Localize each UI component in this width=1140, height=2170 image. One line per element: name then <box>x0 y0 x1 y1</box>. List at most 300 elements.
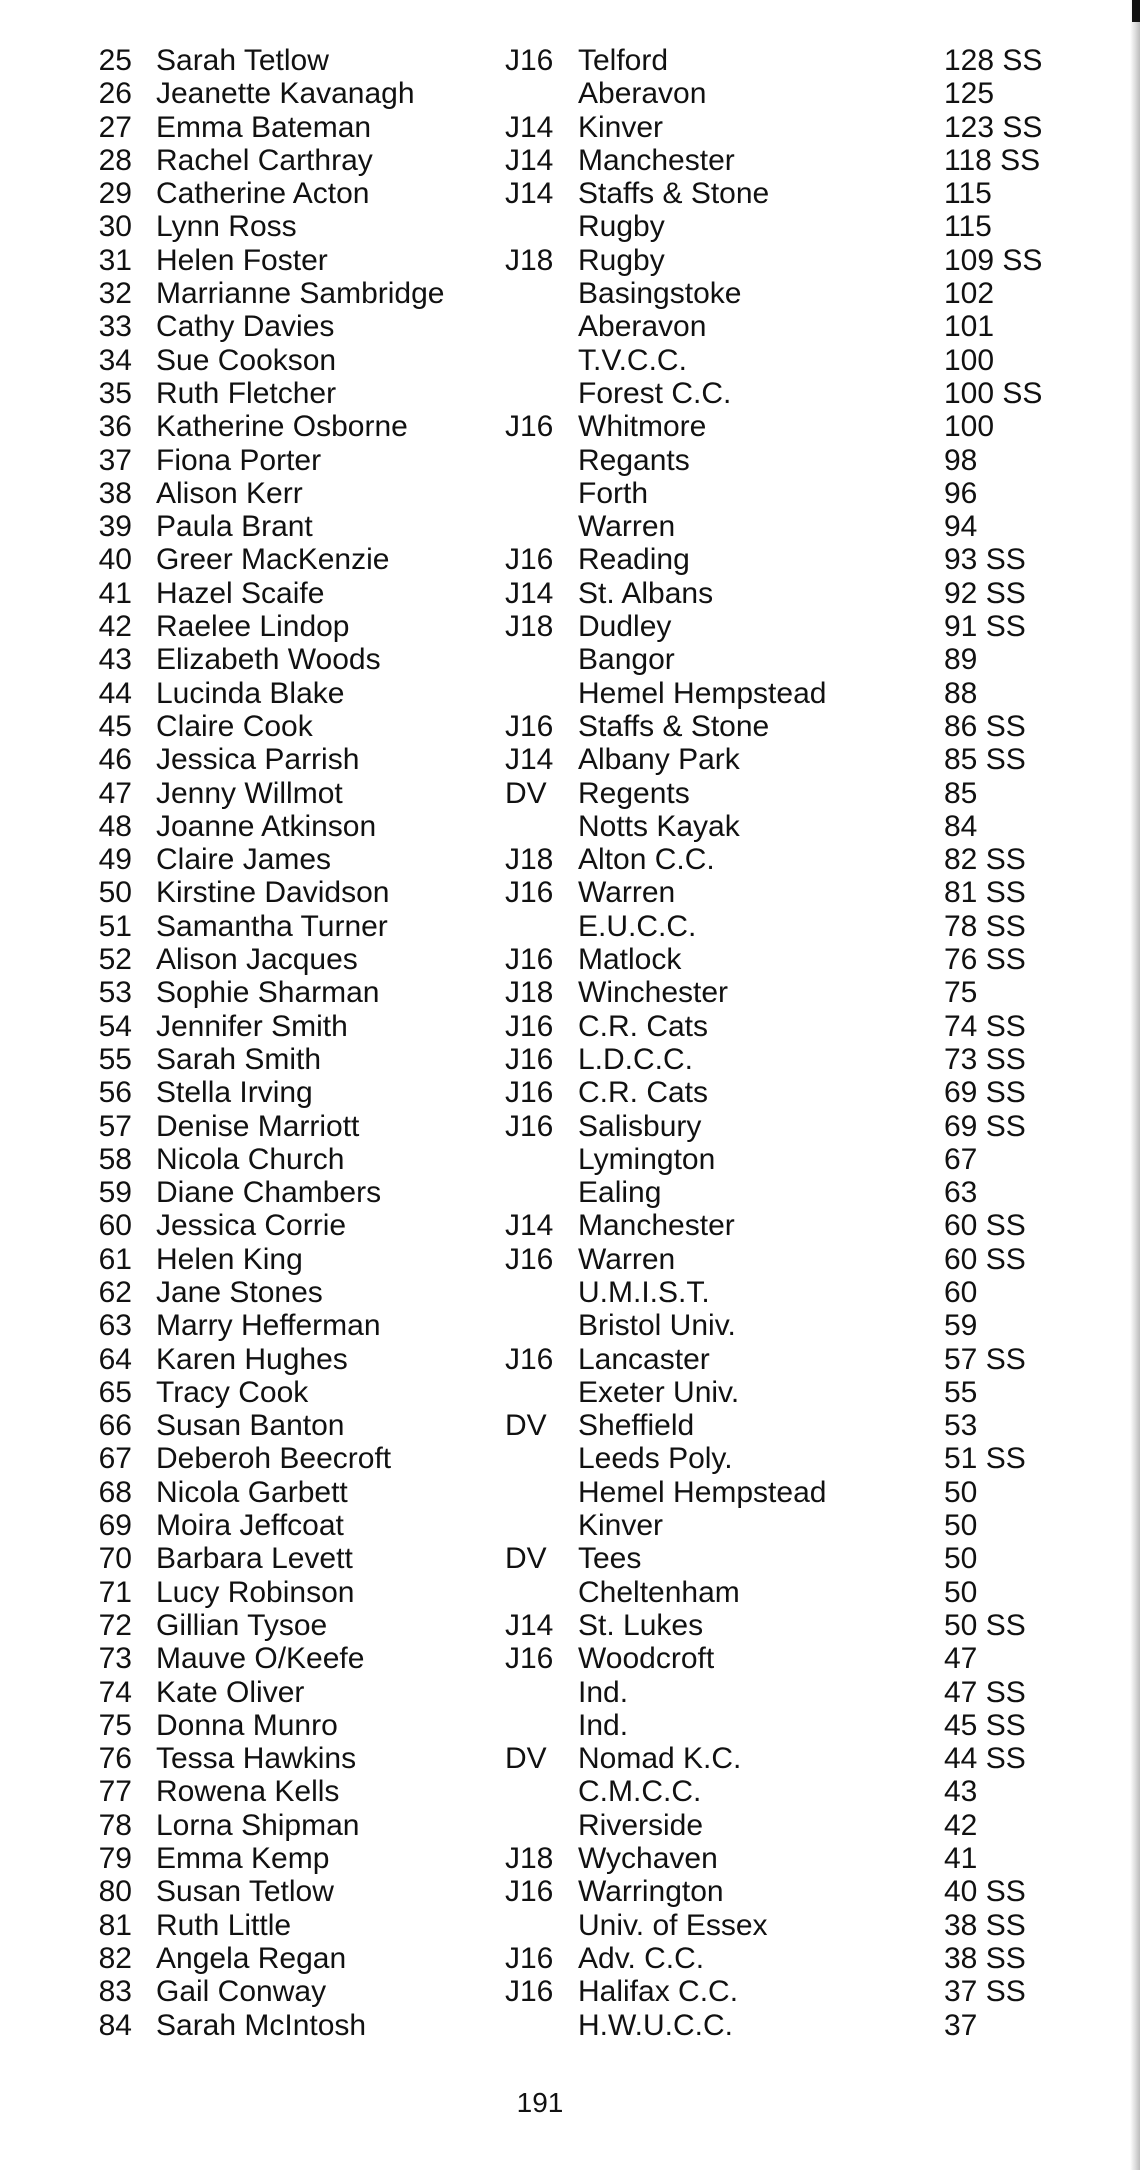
position-cell: 34 <box>98 343 132 377</box>
club-cell: Lymington <box>578 1142 716 1176</box>
result-row <box>0 1676 1120 1709</box>
competitor-name-cell: Sarah Tetlow <box>156 44 329 77</box>
points-cell: 69 SS <box>944 1076 1026 1110</box>
competitor-name-cell: Catherine Acton <box>156 177 370 211</box>
position-cell: 67 <box>98 1442 132 1476</box>
club-cell: Aberavon <box>578 77 707 111</box>
points-cell: 44 SS <box>944 1742 1026 1776</box>
result-row <box>0 310 1120 343</box>
competitor-name-cell: Donna Munro <box>156 1708 338 1742</box>
category-cell: J18 <box>505 843 554 877</box>
competitor-name-cell: Helen King <box>156 1242 303 1276</box>
category-cell: J14 <box>505 110 554 144</box>
position-cell: 60 <box>98 1209 132 1243</box>
result-row <box>0 1209 1120 1242</box>
club-cell: Dudley <box>578 610 672 644</box>
position-cell: 30 <box>98 210 132 244</box>
club-cell: Regants <box>578 443 690 477</box>
competitor-name-cell: Tessa Hawkins <box>156 1742 357 1776</box>
points-cell: 76 SS <box>944 943 1026 977</box>
competitor-name-cell: Paula Brant <box>156 510 313 544</box>
competitor-name-cell: Susan Tetlow <box>156 1875 334 1909</box>
result-row <box>0 1642 1120 1675</box>
club-cell: Sheffield <box>578 1409 695 1443</box>
result-row <box>0 1576 1120 1609</box>
category-cell: DV <box>505 1542 547 1576</box>
club-cell: Regents <box>578 776 690 810</box>
points-cell: 102 <box>944 277 995 311</box>
points-cell: 67 <box>944 1142 978 1176</box>
points-cell: 85 <box>944 776 978 810</box>
result-row <box>0 1343 1120 1376</box>
club-cell: Telford <box>578 44 669 77</box>
points-cell: 38 SS <box>944 1908 1026 1942</box>
competitor-name-cell: Samantha Turner <box>156 909 388 943</box>
result-row <box>0 1942 1120 1975</box>
competitor-name-cell: Lucy Robinson <box>156 1575 355 1609</box>
position-cell: 75 <box>98 1708 132 1742</box>
club-cell: Bristol Univ. <box>578 1309 736 1343</box>
points-cell: 82 SS <box>944 843 1026 877</box>
position-cell: 82 <box>98 1941 132 1975</box>
result-row <box>0 1076 1120 1109</box>
competitor-name-cell: Greer MacKenzie <box>156 543 390 577</box>
club-cell: Notts Kayak <box>578 809 740 843</box>
competitor-name-cell: Diane Chambers <box>156 1176 382 1210</box>
club-cell: Rugby <box>578 210 665 244</box>
competitor-name-cell: Denise Marriott <box>156 1109 360 1143</box>
club-cell: Forest C.C. <box>578 376 732 410</box>
result-row <box>0 1176 1120 1209</box>
position-cell: 43 <box>98 643 132 677</box>
club-cell: Rugby <box>578 243 665 277</box>
category-cell: J14 <box>505 743 554 777</box>
result-row <box>0 810 1120 843</box>
competitor-name-cell: Barbara Levett <box>156 1542 353 1576</box>
result-row <box>0 77 1120 110</box>
points-cell: 86 SS <box>944 709 1026 743</box>
category-cell: J16 <box>505 1076 554 1110</box>
position-cell: 26 <box>98 77 132 111</box>
result-row <box>0 843 1120 876</box>
result-row <box>0 910 1120 943</box>
results-list <box>0 44 1120 2042</box>
competitor-name-cell: Ruth Fletcher <box>156 376 337 410</box>
points-cell: 115 <box>944 210 992 244</box>
position-cell: 32 <box>98 277 132 311</box>
category-cell: J14 <box>505 1209 554 1243</box>
points-cell: 38 SS <box>944 1941 1026 1975</box>
competitor-name-cell: Claire Cook <box>156 709 313 743</box>
position-cell: 74 <box>98 1675 132 1709</box>
position-cell: 37 <box>98 443 132 477</box>
result-row <box>0 1143 1120 1176</box>
points-cell: 42 <box>944 1808 978 1842</box>
points-cell: 92 SS <box>944 576 1026 610</box>
position-cell: 58 <box>98 1142 132 1176</box>
position-cell: 28 <box>98 143 132 177</box>
points-cell: 51 SS <box>944 1442 1026 1476</box>
competitor-name-cell: Gail Conway <box>156 1975 327 2009</box>
competitor-name-cell: Gillian Tysoe <box>156 1608 328 1642</box>
position-cell: 76 <box>98 1742 132 1776</box>
position-cell: 66 <box>98 1409 132 1443</box>
position-cell: 29 <box>98 177 132 211</box>
competitor-name-cell: Kate Oliver <box>156 1675 305 1709</box>
category-cell: J16 <box>505 1642 554 1676</box>
points-cell: 50 <box>944 1542 978 1576</box>
category-cell: J16 <box>505 1109 554 1143</box>
result-row <box>0 1609 1120 1642</box>
category-cell: J18 <box>505 243 554 277</box>
category-cell: DV <box>505 1409 547 1443</box>
competitor-name-cell: Jeanette Kavanagh <box>156 77 415 111</box>
club-cell: C.R. Cats <box>578 1076 709 1110</box>
competitor-name-cell: Mauve O/Keefe <box>156 1642 365 1676</box>
result-row <box>0 1010 1120 1043</box>
points-cell: 91 SS <box>944 610 1026 644</box>
competitor-name-cell: Raelee Lindop <box>156 610 350 644</box>
points-cell: 57 SS <box>944 1342 1026 1376</box>
club-cell: Univ. of Essex <box>578 1908 768 1942</box>
club-cell: Ind. <box>578 1708 629 1742</box>
result-row <box>0 1709 1120 1742</box>
result-row <box>0 710 1120 743</box>
competitor-name-cell: Jenny Willmot <box>156 776 343 810</box>
competitor-name-cell: Hazel Scaife <box>156 576 325 610</box>
result-row <box>0 377 1120 410</box>
category-cell: J16 <box>505 1941 554 1975</box>
competitor-name-cell: Jennifer Smith <box>156 1009 348 1043</box>
competitor-name-cell: Fiona Porter <box>156 443 322 477</box>
competitor-name-cell: Emma Bateman <box>156 110 372 144</box>
club-cell: Lancaster <box>578 1342 710 1376</box>
points-cell: 43 <box>944 1775 978 1809</box>
category-cell: J14 <box>505 1608 554 1642</box>
result-row <box>0 610 1120 643</box>
club-cell: Reading <box>578 543 690 577</box>
points-cell: 60 <box>944 1275 978 1309</box>
club-cell: C.R. Cats <box>578 1009 709 1043</box>
position-cell: 47 <box>98 776 132 810</box>
club-cell: St. Albans <box>578 576 714 610</box>
points-cell: 100 SS <box>944 376 1043 410</box>
competitor-name-cell: Lucinda Blake <box>156 676 345 710</box>
points-cell: 100 <box>944 343 995 377</box>
club-cell: Matlock <box>578 943 682 977</box>
club-cell: Manchester <box>578 1209 735 1243</box>
points-cell: 40 SS <box>944 1875 1026 1909</box>
position-cell: 73 <box>98 1642 132 1676</box>
competitor-name-cell: Angela Regan <box>156 1941 347 1975</box>
result-row <box>0 1376 1120 1409</box>
points-cell: 53 <box>944 1409 978 1443</box>
club-cell: Leeds Poly. <box>578 1442 733 1476</box>
result-row <box>0 577 1120 610</box>
competitor-name-cell: Sue Cookson <box>156 343 337 377</box>
category-cell: J16 <box>505 876 554 910</box>
category-cell: J16 <box>505 1042 554 1076</box>
category-cell: J14 <box>505 576 554 610</box>
club-cell: Kinver <box>578 110 664 144</box>
points-cell: 37 SS <box>944 1975 1026 2009</box>
position-cell: 51 <box>98 909 132 943</box>
points-cell: 125 <box>944 77 995 111</box>
result-row <box>0 1043 1120 1076</box>
result-row <box>0 1110 1120 1143</box>
club-cell: Tees <box>578 1542 642 1576</box>
points-cell: 78 SS <box>944 909 1026 943</box>
result-row <box>0 1875 1120 1908</box>
competitor-name-cell: Stella Irving <box>156 1076 313 1110</box>
points-cell: 81 SS <box>944 876 1026 910</box>
club-cell: Forth <box>578 476 649 510</box>
position-cell: 68 <box>98 1475 132 1509</box>
points-cell: 118 SS <box>944 143 1041 177</box>
points-cell: 63 <box>944 1176 978 1210</box>
competitor-name-cell: Katherine Osborne <box>156 410 408 444</box>
result-row <box>0 410 1120 443</box>
position-cell: 57 <box>98 1109 132 1143</box>
competitor-name-cell: Alison Jacques <box>156 943 358 977</box>
result-row <box>0 344 1120 377</box>
result-row <box>0 277 1120 310</box>
result-row <box>0 477 1120 510</box>
position-cell: 62 <box>98 1275 132 1309</box>
points-cell: 128 SS <box>944 44 1043 77</box>
points-cell: 123 SS <box>944 110 1043 144</box>
competitor-name-cell: Marrianne Sambridge <box>156 277 445 311</box>
result-row <box>0 1909 1120 1942</box>
result-row <box>0 876 1120 909</box>
category-cell: J16 <box>505 1342 554 1376</box>
position-cell: 25 <box>98 44 132 77</box>
competitor-name-cell: Karen Hughes <box>156 1342 348 1376</box>
club-cell: Manchester <box>578 143 735 177</box>
competitor-name-cell: Claire James <box>156 843 332 877</box>
club-cell: Basingstoke <box>578 277 742 311</box>
points-cell: 100 <box>944 410 995 444</box>
competitor-name-cell: Jane Stones <box>156 1275 323 1309</box>
points-cell: 98 <box>944 443 978 477</box>
category-cell: J16 <box>505 410 554 444</box>
category-cell: J16 <box>505 1975 554 2009</box>
club-cell: U.M.I.S.T. <box>578 1275 710 1309</box>
competitor-name-cell: Cathy Davies <box>156 310 335 344</box>
points-cell: 73 SS <box>944 1042 1026 1076</box>
club-cell: Salisbury <box>578 1109 702 1143</box>
result-row <box>0 510 1120 543</box>
competitor-name-cell: Jessica Corrie <box>156 1209 347 1243</box>
points-cell: 94 <box>944 510 978 544</box>
position-cell: 69 <box>98 1509 132 1543</box>
club-cell: Exeter Univ. <box>578 1375 740 1409</box>
position-cell: 83 <box>98 1975 132 2009</box>
category-cell: J14 <box>505 177 554 211</box>
club-cell: Halifax C.C. <box>578 1975 739 2009</box>
result-row <box>0 1842 1120 1875</box>
result-row <box>0 2009 1120 2042</box>
points-cell: 50 SS <box>944 1608 1026 1642</box>
points-cell: 109 SS <box>944 243 1043 277</box>
points-cell: 74 SS <box>944 1009 1026 1043</box>
club-cell: Warren <box>578 1242 676 1276</box>
points-cell: 60 SS <box>944 1242 1026 1276</box>
club-cell: Albany Park <box>578 743 740 777</box>
position-cell: 27 <box>98 110 132 144</box>
position-cell: 49 <box>98 843 132 877</box>
club-cell: St. Lukes <box>578 1608 704 1642</box>
result-row <box>0 1509 1120 1542</box>
club-cell: E.U.C.C. <box>578 909 697 943</box>
result-row <box>0 1409 1120 1442</box>
club-cell: Staffs & Stone <box>578 709 770 743</box>
result-row <box>0 943 1120 976</box>
position-cell: 59 <box>98 1176 132 1210</box>
result-row <box>0 1276 1120 1309</box>
points-cell: 41 <box>944 1842 978 1876</box>
competitor-name-cell: Moira Jeffcoat <box>156 1509 344 1543</box>
result-row <box>0 777 1120 810</box>
page-number: 191 <box>516 2087 564 2118</box>
points-cell: 50 <box>944 1575 978 1609</box>
points-cell: 84 <box>944 809 978 843</box>
points-cell: 60 SS <box>944 1209 1026 1243</box>
result-row <box>0 543 1120 576</box>
result-row <box>0 1476 1120 1509</box>
result-row <box>0 1809 1120 1842</box>
club-cell: Wychaven <box>578 1842 718 1876</box>
points-cell: 37 <box>944 2008 978 2042</box>
position-cell: 50 <box>98 876 132 910</box>
club-cell: Riverside <box>578 1808 704 1842</box>
position-cell: 35 <box>98 376 132 410</box>
club-cell: L.D.C.C. <box>578 1042 694 1076</box>
result-row <box>0 643 1120 676</box>
position-cell: 77 <box>98 1775 132 1809</box>
club-cell: Bangor <box>578 643 675 677</box>
competitor-name-cell: Emma Kemp <box>156 1842 330 1876</box>
club-cell: T.V.C.C. <box>578 343 687 377</box>
competitor-name-cell: Alison Kerr <box>156 476 303 510</box>
position-cell: 39 <box>98 510 132 544</box>
competitor-name-cell: Kirstine Davidson <box>156 876 390 910</box>
position-cell: 46 <box>98 743 132 777</box>
result-row <box>0 44 1120 77</box>
position-cell: 56 <box>98 1076 132 1110</box>
position-cell: 38 <box>98 476 132 510</box>
points-cell: 55 <box>944 1375 978 1409</box>
category-cell: J16 <box>505 44 554 77</box>
club-cell: H.W.U.C.C. <box>578 2008 733 2042</box>
result-row <box>0 1442 1120 1475</box>
result-row <box>0 144 1120 177</box>
position-cell: 52 <box>98 943 132 977</box>
points-cell: 115 <box>944 177 992 211</box>
position-cell: 54 <box>98 1009 132 1043</box>
competitor-name-cell: Nicola Garbett <box>156 1475 348 1509</box>
position-cell: 44 <box>98 676 132 710</box>
club-cell: Alton C.C. <box>578 843 715 877</box>
category-cell: J16 <box>505 1009 554 1043</box>
club-cell: Hemel Hempstead <box>578 676 827 710</box>
category-cell: J18 <box>505 1842 554 1876</box>
result-row <box>0 111 1120 144</box>
points-cell: 75 <box>944 976 978 1010</box>
position-cell: 55 <box>98 1042 132 1076</box>
position-cell: 36 <box>98 410 132 444</box>
position-cell: 72 <box>98 1608 132 1642</box>
club-cell: Warrington <box>578 1875 724 1909</box>
competitor-name-cell: Jessica Parrish <box>156 743 360 777</box>
result-row <box>0 444 1120 477</box>
club-cell: Kinver <box>578 1509 664 1543</box>
points-cell: 89 <box>944 643 978 677</box>
category-cell: J16 <box>505 543 554 577</box>
points-cell: 96 <box>944 476 978 510</box>
points-cell: 59 <box>944 1309 978 1343</box>
club-cell: Woodcroft <box>578 1642 715 1676</box>
competitor-name-cell: Joanne Atkinson <box>156 809 377 843</box>
club-cell: Aberavon <box>578 310 707 344</box>
competitor-name-cell: Lorna Shipman <box>156 1808 360 1842</box>
club-cell: Staffs & Stone <box>578 177 770 211</box>
competitor-name-cell: Lynn Ross <box>156 210 297 244</box>
result-row <box>0 976 1120 1009</box>
competitor-name-cell: Deberoh Beecroft <box>156 1442 392 1476</box>
points-cell: 101 <box>944 310 995 344</box>
result-row <box>0 1542 1120 1575</box>
club-cell: Winchester <box>578 976 729 1010</box>
result-row <box>0 677 1120 710</box>
points-cell: 47 <box>944 1642 978 1676</box>
position-cell: 65 <box>98 1375 132 1409</box>
club-cell: Ind. <box>578 1675 629 1709</box>
points-cell: 85 SS <box>944 743 1026 777</box>
position-cell: 71 <box>98 1575 132 1609</box>
competitor-name-cell: Nicola Church <box>156 1142 345 1176</box>
club-cell: Whitmore <box>578 410 707 444</box>
competitor-name-cell: Sarah Smith <box>156 1042 322 1076</box>
category-cell: J16 <box>505 943 554 977</box>
position-cell: 33 <box>98 310 132 344</box>
position-cell: 48 <box>98 809 132 843</box>
page-edge-shadow <box>1130 0 1140 2170</box>
result-row <box>0 210 1120 243</box>
position-cell: 45 <box>98 709 132 743</box>
competitor-name-cell: Helen Foster <box>156 243 328 277</box>
category-cell: DV <box>505 1742 547 1776</box>
position-cell: 31 <box>98 243 132 277</box>
competitor-name-cell: Sarah McIntosh <box>156 2008 367 2042</box>
position-cell: 63 <box>98 1309 132 1343</box>
position-cell: 64 <box>98 1342 132 1376</box>
club-cell: Nomad K.C. <box>578 1742 742 1776</box>
points-cell: 50 <box>944 1509 978 1543</box>
result-row <box>0 1775 1120 1808</box>
competitor-name-cell: Elizabeth Woods <box>156 643 381 677</box>
position-cell: 61 <box>98 1242 132 1276</box>
result-row <box>0 743 1120 776</box>
result-row <box>0 244 1120 277</box>
points-cell: 47 SS <box>944 1675 1026 1709</box>
points-cell: 45 SS <box>944 1708 1026 1742</box>
category-cell: DV <box>505 776 547 810</box>
competitor-name-cell: Rachel Carthray <box>156 143 373 177</box>
points-cell: 88 <box>944 676 978 710</box>
category-cell: J16 <box>505 1242 554 1276</box>
position-cell: 42 <box>98 610 132 644</box>
